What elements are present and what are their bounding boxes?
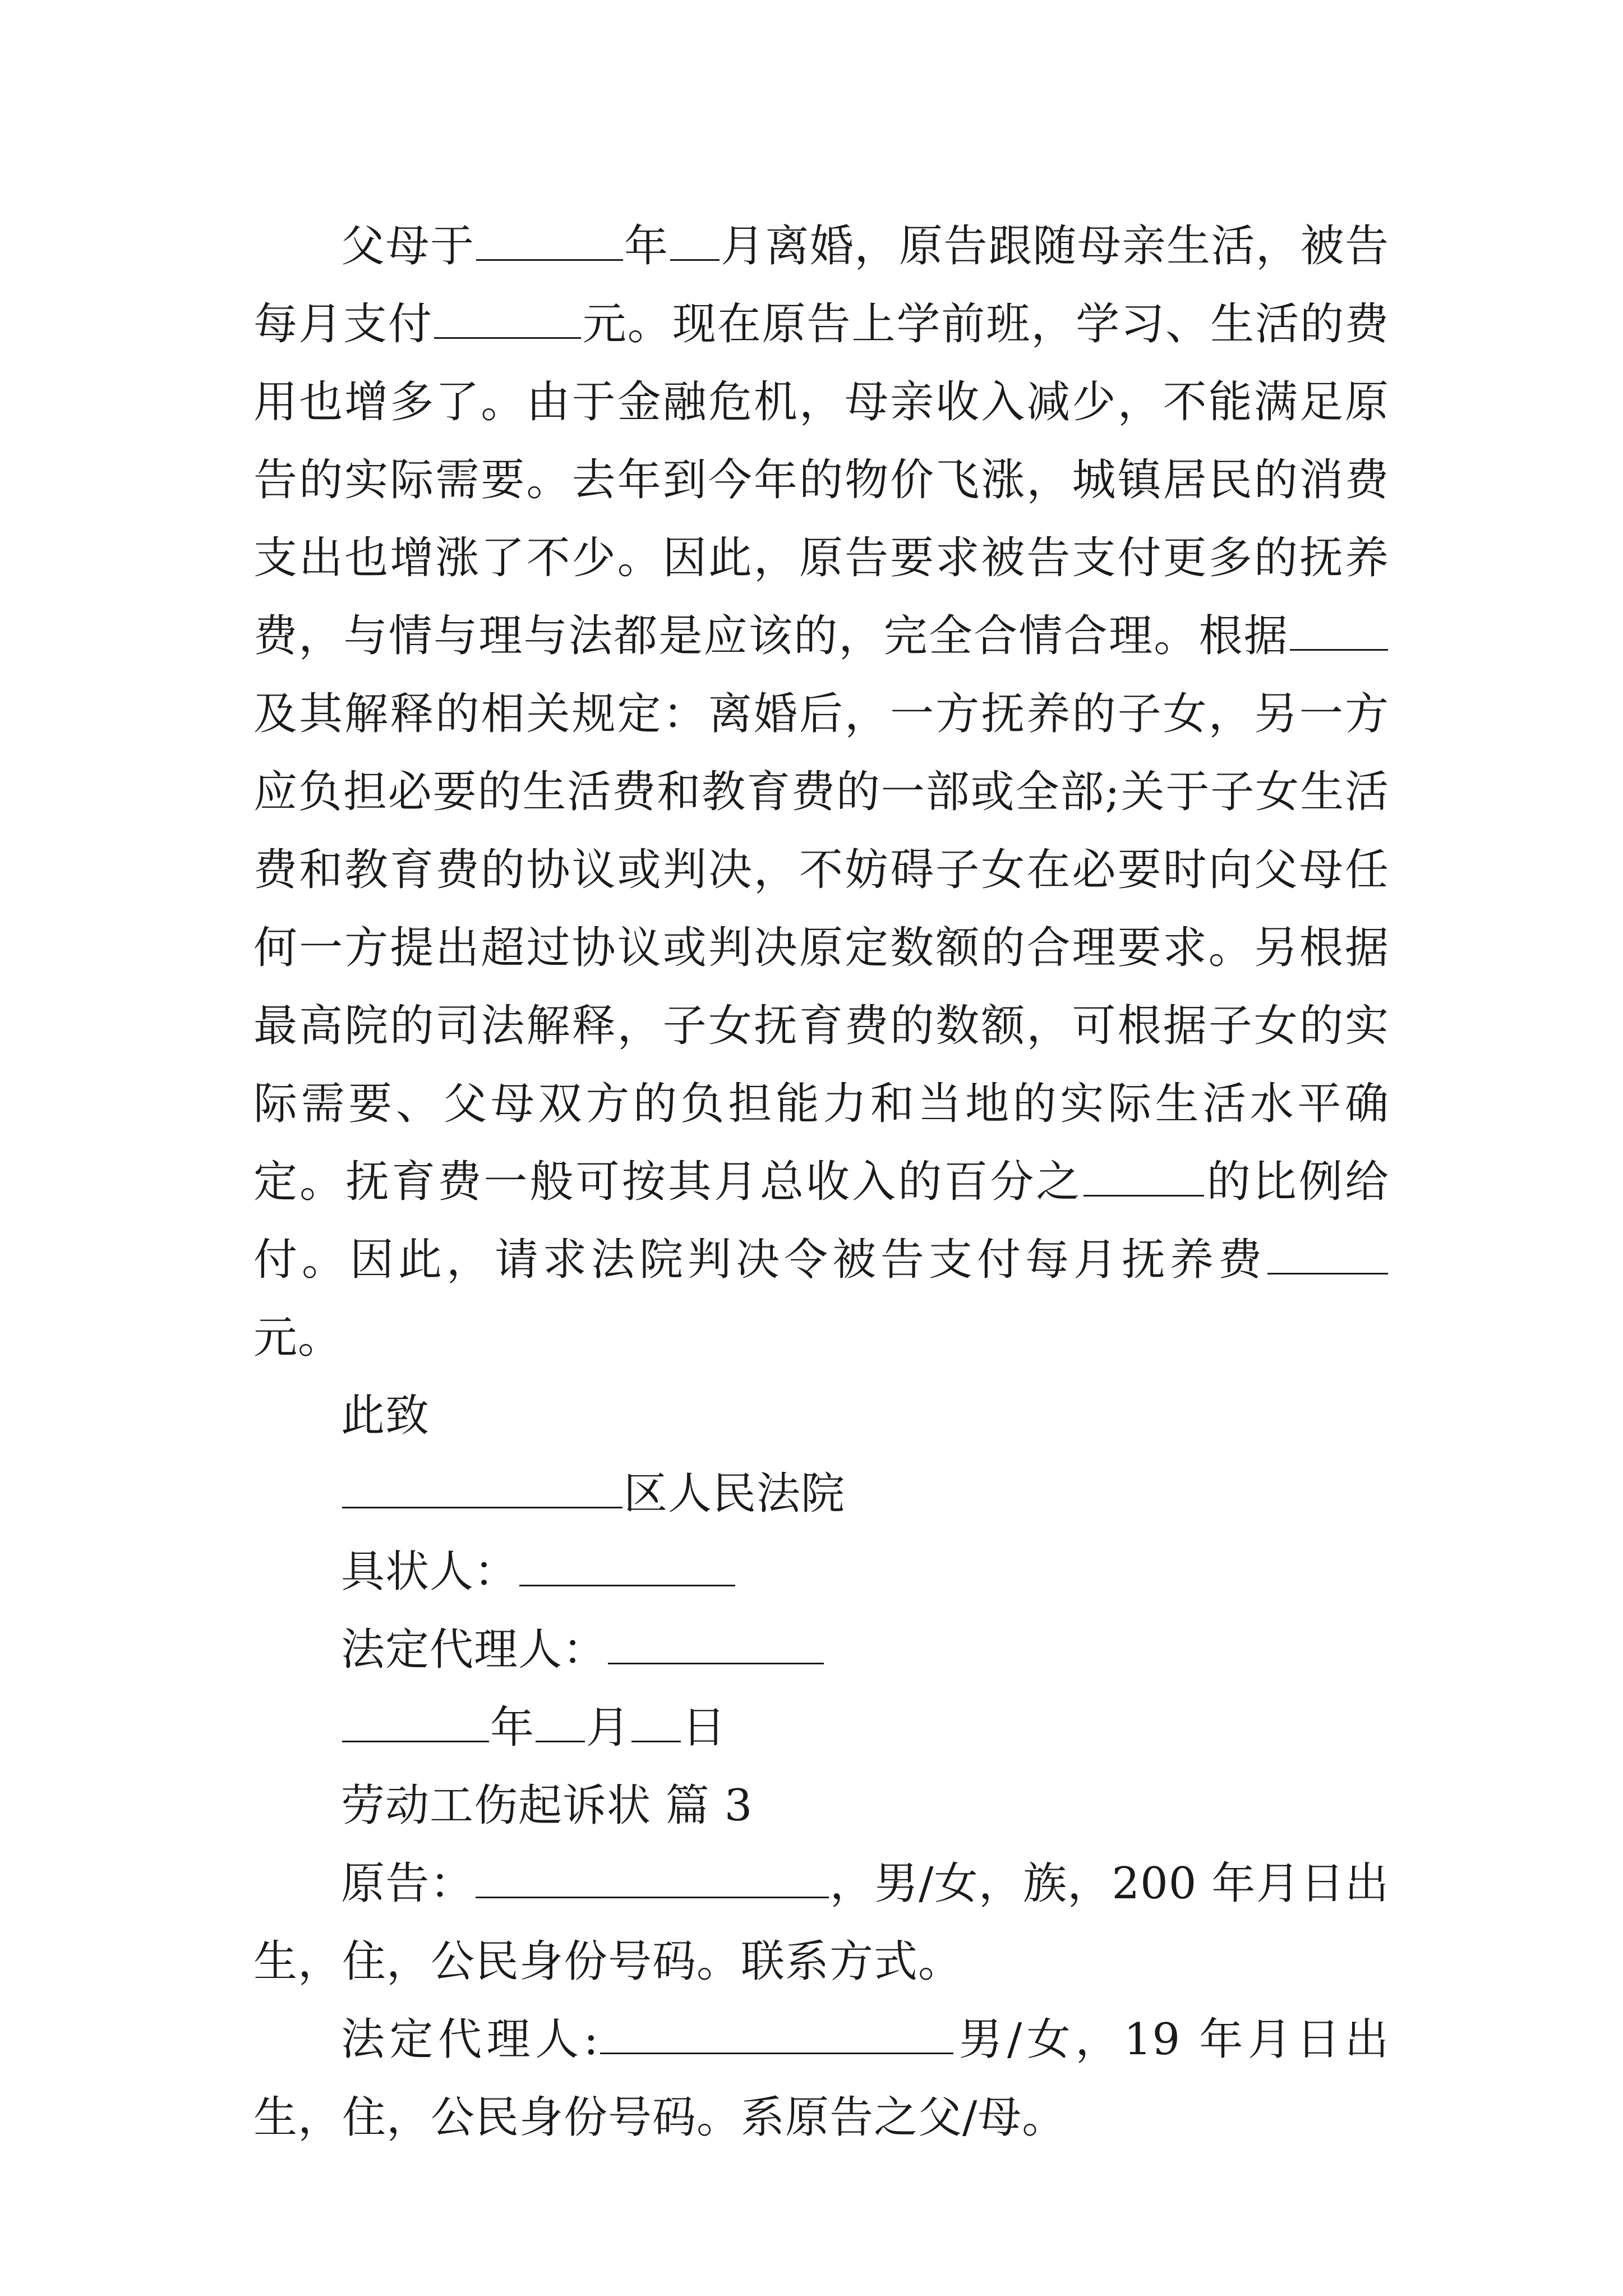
blank-amount (434, 302, 581, 339)
document-body (253, 208, 1389, 2157)
blank-percentage (1083, 1160, 1204, 1197)
plaintiff-label: 原告： (341, 1858, 474, 1909)
legal-agent-label: 法定代理人: (341, 2014, 599, 2065)
date-day-label: 日 (682, 1703, 727, 1753)
agent-label: 法定代理人： (341, 1625, 607, 1675)
blank-month (670, 224, 720, 261)
paragraph-custody-support (253, 208, 1389, 1377)
agent-line (253, 1611, 1389, 1689)
text-segment: 元。 (253, 1313, 343, 1363)
petitioner-line (253, 1533, 1389, 1611)
court-line (253, 1455, 1389, 1533)
blank-legal-agent-name (600, 2018, 953, 2054)
text-segment: 的比例给付。因此，请求法院判决令被告支付每月抚养费 (253, 1157, 1389, 1285)
text-segment: 年 (624, 221, 669, 272)
blank-agent (608, 1628, 824, 1664)
text-segment: 元。现在原告上学前班，学习、生活的费用也增多了。由于金融危机，母亲收入减少，不能满足原告的实际需要。去年到今年的物价飞涨，城镇居民的消费支出也增涨了不少。因此，原告要求被告支付更多的抚养费，与情与理与法都是应该的，完全合情合理。根据 (253, 299, 1389, 661)
plaintiff-details: ，男/女，族，200 年月日出生，住，公民身份号码。联系方式。 (253, 1858, 1389, 1987)
blank-date-year (342, 1706, 489, 1742)
court-name: 区人民法院 (624, 1469, 846, 1519)
legal-agent-details: 男/女，19 年月日出生，住，公民身份号码。系原告之父/母。 (253, 2014, 1389, 2143)
blank-petitioner (519, 1550, 735, 1586)
blank-plaintiff-name (476, 1862, 829, 1898)
text-segment: 月离婚，原告跟随母亲生活，被告每月支付 (253, 221, 1389, 349)
section-title: 劳动工伤起诉状 篇 3 (341, 1780, 753, 1831)
blank-law-name (1290, 614, 1388, 651)
salutation: 此致 (341, 1391, 430, 1441)
blank-year (476, 224, 623, 261)
petitioner-label: 具状人： (341, 1547, 519, 1597)
text-segment: 父母于 (341, 221, 475, 272)
date-month-label: 月 (586, 1703, 631, 1753)
text-segment: 及其解释的相关规定：离婚后，一方抚养的子女，另一方应负担必要的生活费和教育费的一部或全部;关于子女生活费和教育费的协议或判决，不妨碍子女在必要时向父母任何一方提出超过协议或判决原定数额的合理要求。另根据最高院的司法解释，子女抚育费的数额，可根据子女的实际需要、父母双方的负担能力和当地的实际生活水平确定。抚育费一般可按其月总收入的百分之 (253, 689, 1389, 1207)
paragraph-legal-agent (253, 2001, 1389, 2157)
blank-date-month (536, 1706, 585, 1742)
blank-court-district (342, 1472, 623, 1508)
date-line (253, 1689, 1389, 1767)
paragraph-plaintiff (253, 1845, 1389, 2001)
blank-date-day (631, 1706, 681, 1742)
blank-monthly-support (1267, 1238, 1388, 1274)
date-year-label: 年 (490, 1703, 535, 1753)
